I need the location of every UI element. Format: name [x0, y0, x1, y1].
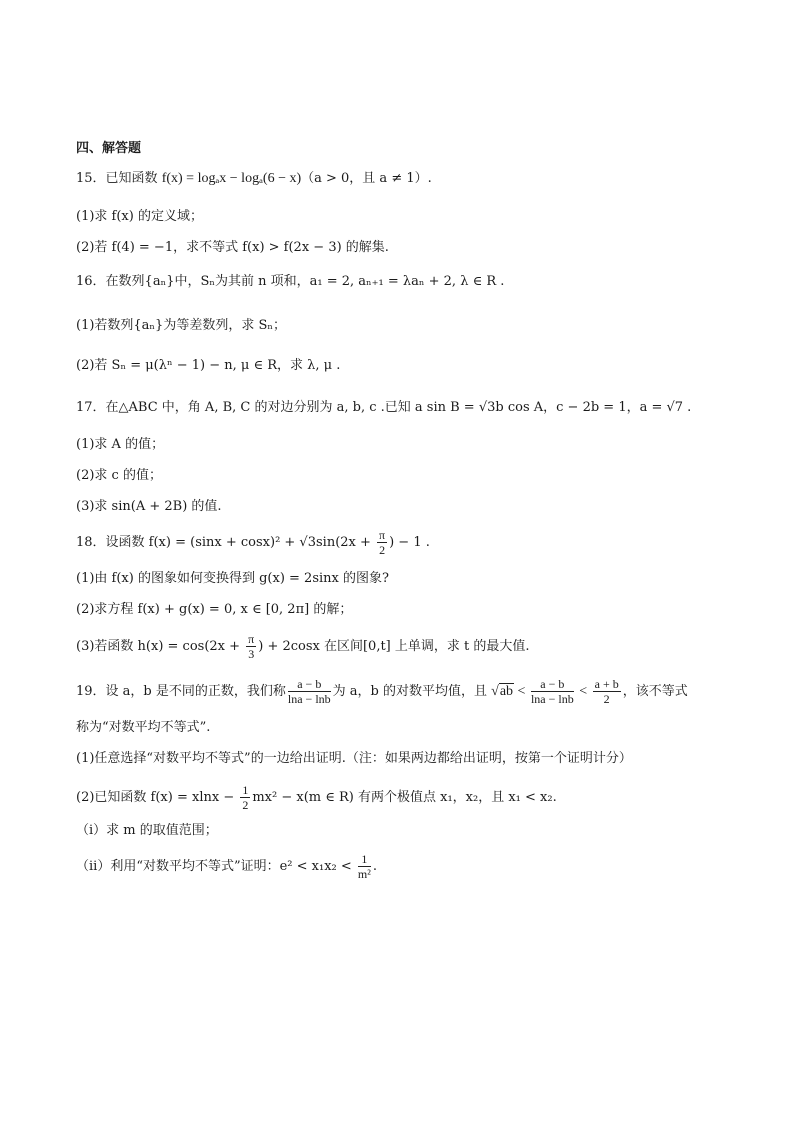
q18-part2: (2)求方程 f(x) + g(x) = 0, x ∈ [0, 2π] 的解； [76, 602, 353, 617]
q19-stem-cont: 称为“对数平均不等式”. [76, 720, 211, 735]
q19-lt1: < [514, 684, 529, 699]
q15-part2: (2)若 f(4) = −1，求不等式 f(x) > f(2x − 3) 的解集. [76, 240, 389, 255]
q18-frac-num: π [379, 528, 386, 542]
q18-part3 [76, 632, 530, 661]
q19-stem-c: ，该不等式 [622, 684, 688, 699]
q19-sub2-frac-num: 1 [358, 852, 371, 867]
q19-stem-a: 19．设 a，b 是不同的正数，我们称 [76, 684, 286, 699]
q16-part2: (2)若 Sₙ = μ(λⁿ − 1) − n, μ ∈ R，求 λ, μ . [76, 358, 341, 373]
q19-frac1 [288, 677, 331, 706]
q18-stem [76, 528, 430, 557]
q19-sqrt: ab [499, 684, 514, 699]
q19-lt2: < [575, 684, 591, 699]
q17-part2: (2)求 c 的值； [76, 468, 162, 483]
q19-frac3-den: 2 [603, 692, 610, 706]
q16-part1: (1)若数列{aₙ}为等差数列，求 Sₙ； [76, 318, 286, 333]
q19-part1: (1)任意选择“对数平均不等式”的一边给出证明.（注：如果两边都给出证明，按第一个证明计分） [76, 751, 632, 766]
q19-sub2-prefix: （ii）利用“对数平均不等式”证明：e² < x₁x₂ < [76, 859, 356, 874]
q19-p2-frac-den: 2 [242, 798, 249, 812]
q19-sub2-fraction [358, 852, 371, 881]
q19-frac1-num: a − b [288, 677, 331, 692]
section-title: 四、解答题 [76, 141, 142, 156]
q16-stem: 16．在数列{aₙ}中，Sₙ为其前 n 项和，a₁ = 2, aₙ₊₁ = λaₙ + 2, λ ∈ R . [76, 274, 505, 289]
q18-fraction [377, 528, 387, 557]
q15-condition: （a > 0，且 a ≠ 1）. [301, 171, 432, 186]
q18-frac-den: 2 [379, 543, 386, 557]
q19-stem-b: 为 a，b 的对数平均值，且 [332, 684, 492, 699]
q19-sub2-frac-den: m² [357, 867, 371, 881]
q15-number-prefix: 15．已知函数 [76, 171, 162, 186]
q18-p3-fraction [246, 632, 256, 661]
q17-part1: (1)求 A 的值； [76, 437, 165, 452]
q19-part2 [76, 783, 557, 812]
q17-stem: 17．在△ABC 中，角 A, B, C 的对边分别为 a, b, c .已知 a sin B = √3b cos A，c − 2b = 1，a = √7 . [76, 400, 692, 415]
q19-frac1-den: lna − lnb [287, 692, 331, 706]
q19-frac2-den: lna − lnb [530, 692, 574, 706]
q18-p3-prefix: (3)若函数 h(x) = cos(2x + [76, 639, 245, 654]
q19-p2-suffix: mx² − x(m ∈ R) 有两个极值点 x₁，x₂，且 x₁ < x₂. [252, 790, 557, 805]
q19-sub1: （i）求 m 的取值范围； [76, 823, 218, 838]
q18-stem-suffix: ) − 1 . [389, 535, 430, 550]
q19-frac2-num: a − b [531, 677, 574, 692]
q19-p2-fraction [240, 783, 250, 812]
q15-formula: f(x) = logₐx − logₐ(6 − x) [161, 171, 302, 186]
q19-stem: 19．设 a，b 是不同的正数，我们称 $\frac{a - b}{\ln a - \ln b}$ 为 a，b 的对数平均值，且 √ab < $\frac{a - b}{\ln a - \ln b}$ < $\frac{a + b}{2}$ ，该不等式 [76, 677, 688, 706]
q15-stem [76, 170, 432, 188]
q18-stem-prefix: 18．设函数 f(x) = (sinx + cosx)² + √3sin(2x + [76, 535, 376, 550]
q18-p3-frac-num: π [248, 632, 255, 646]
q19-frac2 [531, 677, 574, 706]
q19-p2-frac-num: 1 [242, 783, 249, 797]
q18-part1: (1)由 f(x) 的图象如何变换得到 g(x) = 2sinx 的图象? [76, 571, 389, 586]
q19-sub2 [76, 852, 377, 881]
q15-part1: (1)求 f(x) 的定义域； [76, 209, 203, 224]
q19-sub2-suffix: . [372, 859, 377, 874]
q18-p3-suffix: ) + 2cosx 在区间[0,t] 上单调，求 t 的最大值. [258, 639, 530, 654]
q19-frac3-num: a + b [594, 677, 619, 691]
q18-p3-frac-den: 3 [248, 647, 255, 661]
q19-frac3 [593, 677, 621, 706]
q17-part3: (3)求 sin(A + 2B) 的值. [76, 499, 222, 514]
q19-p2-prefix: (2)已知函数 f(x) = xlnx − [76, 790, 239, 805]
